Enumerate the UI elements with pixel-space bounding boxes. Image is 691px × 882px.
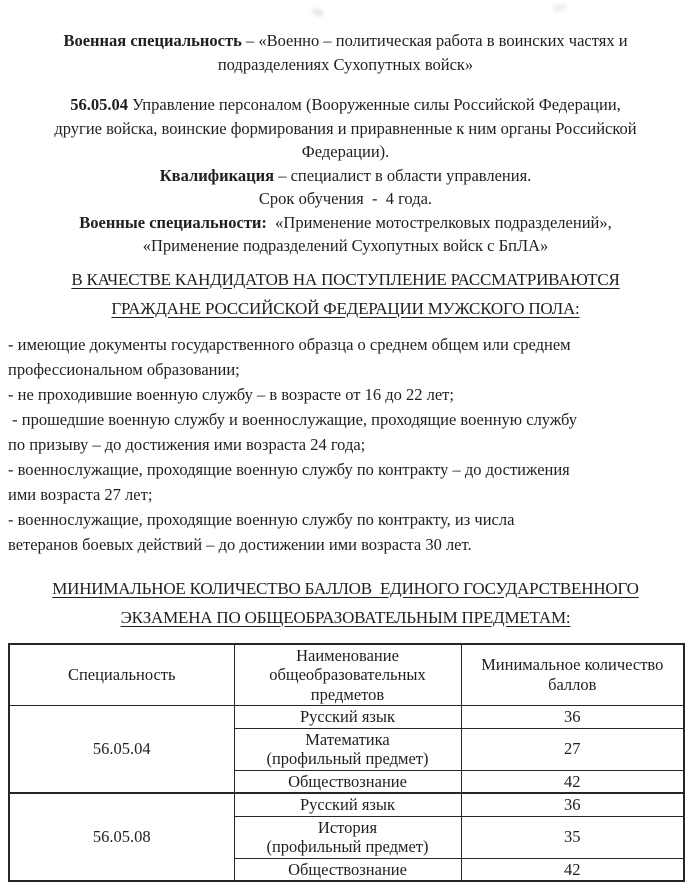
heading-line: В КАЧЕСТВЕ КАНДИДАТОВ НА ПОСТУПЛЕНИЕ РАССМАТРИВАЮТСЯ bbox=[8, 265, 683, 294]
paragraph-military-specialty bbox=[8, 29, 683, 76]
table-header-row bbox=[9, 644, 684, 706]
subject-cell bbox=[234, 816, 461, 858]
subject-name: История bbox=[239, 818, 457, 838]
list-item bbox=[8, 507, 683, 557]
text-line: другие войска, воинские формирования и приравненные к ним органы Российской bbox=[8, 117, 683, 141]
specialty-cell: 56.05.04 bbox=[9, 706, 234, 794]
specialty-cell: 56.05.08 bbox=[9, 793, 234, 881]
text-segment: Управление персоналом (Вооруженные силы Российской Федерации, bbox=[128, 95, 621, 114]
text-line bbox=[8, 211, 683, 235]
text-line bbox=[8, 93, 683, 117]
paragraph-lead-bold: 56.05.04 bbox=[70, 95, 128, 114]
score-cell: 35 bbox=[461, 816, 684, 858]
table-row bbox=[9, 706, 684, 729]
heading-line: ЭКЗАМЕНА ПО ОБЩЕОБРАЗОВАТЕЛЬНЫМ ПРЕДМЕТАМ: bbox=[8, 603, 683, 632]
paragraph-qualification bbox=[8, 164, 683, 188]
paragraph-lead-bold: Военная специальность bbox=[63, 31, 241, 50]
text-line: - военнослужащие, проходящие военную службу по контракту, из числа bbox=[8, 507, 683, 532]
subject-name: Русский язык bbox=[239, 707, 457, 727]
text-line: подразделениях Сухопутных войск» bbox=[8, 53, 683, 77]
subject-cell bbox=[234, 858, 461, 881]
subject-name: Обществознание bbox=[239, 860, 457, 880]
score-cell: 36 bbox=[461, 706, 684, 729]
text-line: «Применение подразделений Сухопутных войск с БпЛА» bbox=[8, 234, 683, 258]
table-header-specialty: Специальность bbox=[9, 644, 234, 706]
table-header-subject: Наименование общеобразовательных предметов bbox=[234, 644, 461, 706]
text-line: - имеющие документы государственного образца о среднем общем или среднем bbox=[8, 332, 683, 357]
subject-cell bbox=[234, 793, 461, 816]
paragraph-lead-bold: Квалификация bbox=[160, 166, 274, 185]
text-line: ими возраста 27 лет; bbox=[8, 482, 683, 507]
score-cell: 42 bbox=[461, 858, 684, 881]
text-line: - военнослужащие, проходящие военную службу по контракту – до достижения bbox=[8, 457, 683, 482]
score-cell: 42 bbox=[461, 770, 684, 793]
min-scores-heading bbox=[8, 574, 683, 632]
text-line: - не проходившие военную службу – в возрасте от 16 до 22 лет; bbox=[8, 382, 683, 407]
text-segment: «Применение мотострелковых подразделений», bbox=[267, 213, 612, 232]
table-header-min-score: Минимальное количество баллов bbox=[461, 644, 684, 706]
text-line: ветеранов боевых действий – до достижении ими возраста 30 лет. bbox=[8, 532, 683, 557]
text-line: - прошедшие военную службу и военнослужащие, проходящие военную службу bbox=[8, 407, 683, 432]
subject-note: (профильный предмет) bbox=[239, 837, 457, 857]
subject-cell bbox=[234, 770, 461, 793]
list-item bbox=[8, 382, 683, 407]
score-cell: 36 bbox=[461, 793, 684, 816]
list-item bbox=[8, 457, 683, 507]
paragraph-program-code bbox=[8, 93, 683, 164]
min-scores-table bbox=[8, 643, 685, 882]
subject-cell bbox=[234, 728, 461, 770]
subject-note: (профильный предмет) bbox=[239, 749, 457, 769]
heading-line: ГРАЖДАНЕ РОССИЙСКОЙ ФЕДЕРАЦИИ МУЖСКОГО ПОЛА: bbox=[8, 294, 683, 323]
text-line: по призыву – до достижения ими возраста 24 года; bbox=[8, 432, 683, 457]
list-item bbox=[8, 332, 683, 382]
subject-name: Обществознание bbox=[239, 772, 457, 792]
score-cell: 27 bbox=[461, 728, 684, 770]
text-line: профессиональном образовании; bbox=[8, 357, 683, 382]
paragraph-study-duration: Срок обучения - 4 года. bbox=[8, 187, 683, 211]
table-row bbox=[9, 793, 684, 816]
text-segment: – специалист в области управления. bbox=[274, 166, 531, 185]
text-line bbox=[8, 29, 683, 53]
list-item bbox=[8, 407, 683, 457]
text-line: Федерации). bbox=[8, 140, 683, 164]
heading-line: МИНИМАЛЬНОЕ КОЛИЧЕСТВО БАЛЛОВ ЕДИНОГО ГОСУДАРСТВЕННОГО bbox=[8, 574, 683, 603]
text-segment: – «Военно – политическая работа в воинских частях и bbox=[242, 31, 628, 50]
candidates-heading bbox=[8, 265, 683, 323]
paragraph-lead-bold: Военные специальности: bbox=[79, 213, 267, 232]
subject-name: Русский язык bbox=[239, 795, 457, 815]
subject-name: Математика bbox=[239, 730, 457, 750]
intro-block bbox=[8, 29, 683, 258]
paragraph-military-specialties bbox=[8, 211, 683, 258]
subject-cell bbox=[234, 706, 461, 729]
candidates-list bbox=[8, 332, 683, 557]
